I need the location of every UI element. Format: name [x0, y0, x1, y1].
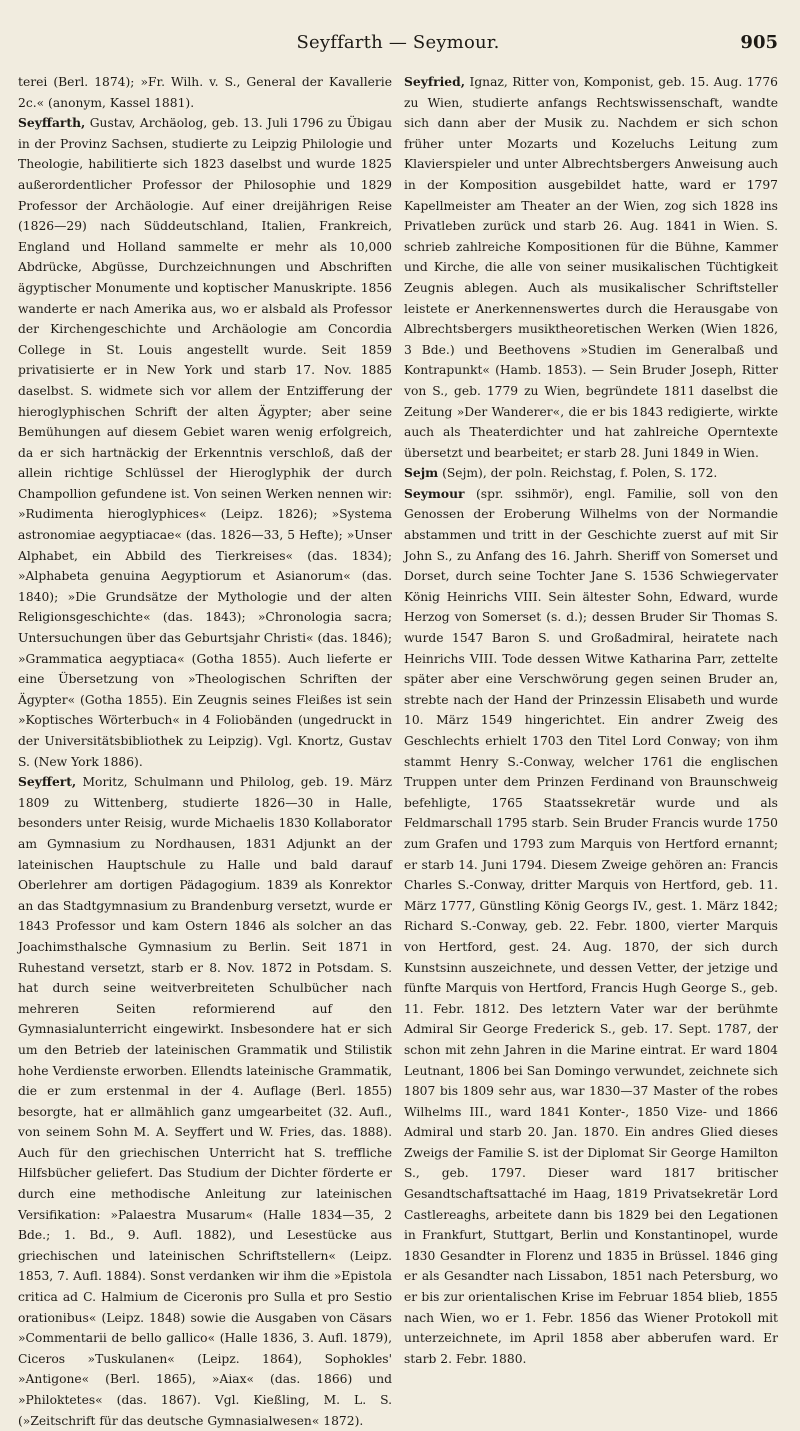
- running-header: [18, 32, 778, 58]
- entry-paragraph: [18, 113, 392, 772]
- entry-headword: Sejm: [404, 465, 439, 481]
- entry-text: (Sejm), der poln. Reichstag, f. Polen, S. 172.: [438, 466, 718, 481]
- entry-headword: Seyfried,: [404, 74, 465, 89]
- right-column: [404, 72, 778, 1366]
- entry-paragraph: [404, 463, 778, 484]
- page-number: 905: [740, 32, 778, 53]
- entry-text: Ignaz, Ritter von, Komponist, geb. 15. Aug. 1776 zu Wien, studierte anfangs Rechtswissenschaft, wandte sich dann aber der Musik zu. Nachdem er sich schon früher unter Mozarts und Kozeluchs Leitung zum Klavierspieler und unter Albrechtsbergers Anweisung auch in der Komposition ausgebildet hatte, ward er 1797 Kapellmeister am Theater an der Wien, zog sich 1828 ins Privatleben zurück und starb 26. Aug. 1841 in Wien. S. schrieb zahlreiche Kompositionen für die Bühne, Kammer und Kirche, die alle von seiner musikalischen Tüchtigkeit Zeugnis ablegen. Auch als musikalischer Schriftsteller leistete er Anerkennenswertes durch die Herausgabe von Albrechtsbergers musiktheoretischen Werken (Wien 1826, 3 Bde.) und Beethovens »Studien im Generalbaß und Kontrapunkt« (Hamb. 1853). — Sein Bruder Joseph, Ritter von S., geb. 1779 zu Wien, begründete 1811 daselbst die Zeitung »Der Wanderer«, die er bis 1843 redigierte, wirkte auch als Theaterdichter und hat zahlreiche Operntexte übersetzt und bearbeitet; er starb 28. Juni 1849 in Wien.: [404, 75, 778, 460]
- entry-paragraph: [18, 72, 392, 113]
- entry-paragraph: [18, 772, 392, 1431]
- entry-text: Moritz, Schulmann und Philolog, geb. 19. März 1809 zu Wittenberg, studierte 1826—30 in Halle, besonders unter Reisig, wurde Michaelis 1830 Kollaborator am Gymnasium zu Nordhausen, 1831 Adjunkt an der lateinischen Hauptschule zu Halle und bald darauf Oberlehrer am dortigen Pädagogium. 1839 als Konrektor an das Stadtgymnasium zu Brandenburg versetzt, wurde er 1843 Professor und kam Ostern 1846 als solcher an das Joachimsthalsche Gymnasium zu Berlin. Seit 1871 in Ruhestand versetzt, starb er 8. Nov. 1872 in Potsdam. S. hat durch seine weitverbreiteten Schulbücher nach mehreren Seiten reformierend auf den Gymnasialunterricht eingewirkt. Insbesondere hat er sich um den Betrieb der lateinischen Grammatik und Stilistik hohe Verdienste erworben. Ellendts lateinische Grammatik, die er zum erstenmal in der 4. Auflage (Berl. 1855) besorgte, hat er allmählich ganz umgearbeitet (32. Aufl., von seinem Sohn M. A. Seyffert und W. Fries, das. 1888). Auch für den griechischen Unterricht hat S. treffliche Hilfsbücher geliefert. Das Studium der Dichter förderte er durch eine methodische Anleitung zur lateinischen Versifikation: »Palaestra Musarum« (Halle 1834—35, 2 Bde.; 1. Bd., 9. Aufl. 1882), und Lesestücke aus griechischen und lateinischen Schriftstellern« (Leipz. 1853, 7. Aufl. 1884). Sonst verdanken wir ihm die »Epistola critica ad C. Halmium de Ciceronis pro Sulla et pro Sestio orationibus« (Leipz. 1848) sowie die Ausgaben von Cäsars »Commentarii de bello gallico« (Halle 1836, 3. Aufl. 1879), Ciceros »Tuskulanen« (Leipz. 1864), Sophokles' »Antigone« (Berl. 1865), »Aiax« (das. 1866) und »Philoktetes« (das. 1867). Vgl. Kießling, M. L. S. (»Zeitschrift für das deutsche Gymnasialwesen« 1872).: [18, 775, 392, 1428]
- running-title: Seyffarth — Seymour.: [296, 32, 500, 53]
- entry-headword: Seyffert,: [18, 774, 77, 790]
- left-column: [18, 72, 392, 1428]
- entry-headword: Seymour: [404, 485, 465, 501]
- entry-headword: Seyffarth,: [18, 115, 86, 131]
- entry-text: Gustav, Archäolog, geb. 13. Juli 1796 zu Übigau in der Provinz Sachsen, studierte zu Leipzig Philologie und Theologie, habilitierte sich 1823 daselbst und wurde 1825 außerordentlicher Professor der Philosophie und 1829 Professor der Archäologie. Auf einer dreijährigen Reise (1826—29) nach Süddeutschland, Italien, Frankreich, England und Holland sammelte er mehr als 10,000 Abdrücke, Abgüsse, Durchzeichnungen und Abschriften ägyptischer Monumente und koptischer Manuskripte. 1856 wanderte er nach Amerika aus, wo er alsbald als Professor der Kirchengeschichte und Archäologie am Concordia College in St. Louis angestellt wurde. Seit 1859 privatisierte er in New York und starb 17. Nov. 1885 daselbst. S. widmete sich vor allem der Entzifferung der hieroglyphischen Schrift der alten Ägypter; aber seine Bemühungen auf diesem Gebiet waren wenig erfolgreich, da er sich hartnäckig der Erkenntnis verschloß, daß der allein richtige Schlüssel der Hieroglyphik der durch Champollion gefundene ist. Von seinen Werken nennen wir: »Rudimenta hieroglyphices« (Leipz. 1826); »Systema astronomiae aegyptiacae« (das. 1826—33, 5 Hefte); »Unser Alphabet, ein Abbild des Tierkreises« (das. 1834); »Alphabeta genuina Aegyptiorum et Asianorum« (das. 1840); »Die Grundsätze der Mythologie und der alten Religionsgeschichte« (das. 1843); »Chronologia sacra; Untersuchungen über das Geburtsjahr Christi« (das. 1846); »Grammatica aegyptiaca« (Gotha 1855). Auch lieferte er eine Übersetzung von »Theologischen Schriften der Ägypter« (Gotha 1855). Ein Zeugnis seines Fleißes ist sein »Koptisches Wörterbuch« in 4 Foliobänden (ungedruckt in der Universitätsbibliothek zu Leipzig). Vgl. Knortz, Gustav S. (New York 1886).: [18, 116, 392, 769]
- entry-text: terei (Berl. 1874); »Fr. Wilh. v. S., General der Kavallerie 2c.« (anonym, Kassel 1881).: [18, 75, 392, 110]
- entry-paragraph: [404, 484, 778, 1370]
- entry-text: (spr. ssihmör), engl. Familie, soll von den Genossen der Eroberung Wilhelms von der Normandie abstammen und tritt in der Geschichte zuerst auf mit Sir John S., zu Anfang des 16. Jahrh. Sheriff von Somerset und Dorset, durch seine Tochter Jane S. 1536 Schwiegervater König Heinrichs VIII. Sein ältester Sohn, Edward, wurde Herzog von Somerset (s. d.); dessen Bruder Sir Thomas S. wurde 1547 Baron S. und Großadmiral, heiratete nach Heinrichs VIII. Tode dessen Witwe Katharina Parr, zettelte später aber eine Verschwörung gegen seinen Bruder an, strebte nach der Hand der Prinzessin Elisabeth und wurde 10. März 1549 hingerichtet. Ein andrer Zweig des Geschlechts erhielt 1703 den Titel Lord Conway; von ihm stammt Henry S.-Conway, welcher 1761 die englischen Truppen unter dem Prinzen Ferdinand von Braunschweig befehligte, 1765 Staatssekretär wurde und als Feldmarschall 1795 starb. Sein Bruder Francis wurde 1750 zum Grafen und 1793 zum Marquis von Hertford ernannt; er starb 14. Juni 1794. Diesem Zweige gehören an: Francis Charles S.-Conway, dritter Marquis von Hertford, geb. 11. März 1777, Günstling König Georgs IV., gest. 1. März 1842; Richard S.-Conway, geb. 22. Febr. 1800, vierter Marquis von Hertford, gest. 24. Aug. 1870, der sich durch Kunstsinn auszeichnete, und dessen Vetter, der jetzige und fünfte Marquis von Hertford, Francis Hugh George S., geb. 11. Febr. 1812. Des letztern Vater war der berühmte Admiral Sir George Frederick S., geb. 17. Sept. 1787, der schon mit zehn Jahren in die Marine eintrat. Er ward 1804 Leutnant, 1806 bei San Domingo verwundet, zeichnete sich 1807 bis 1809 sehr aus, war 1830—37 Master of the robes Wilhelms III., ward 1841 Konter-, 1850 Vize- und 1866 Admiral und starb 20. Jan. 1870. Ein andres Glied dieses Zweigs der Familie S. ist der Diplomat Sir George Hamilton S., geb. 1797. Dieser ward 1817 britischer Gesandtschaftsattaché im Haag, 1819 Privatsekretär Lord Castlereaghs, arbeitete dann bis 1829 bei den Legationen in Frankfurt, Stuttgart, Berlin und Konstantinopel, wurde 1830 Gesandter in Florenz und 1835 in Brüssel. 1846 ging er als Gesandter nach Lissabon, 1851 nach Petersburg, wo er bis zur orientalischen Krise im Februar 1854 blieb, 1855 nach Wien, wo er 1. Febr. 1856 das Wiener Protokoll mit unterzeichnete, im April 1858 aber abberufen ward. Er starb 2. Febr. 1880.: [404, 486, 778, 1366]
- entry-paragraph: [404, 72, 778, 463]
- two-column-body: [18, 72, 778, 1428]
